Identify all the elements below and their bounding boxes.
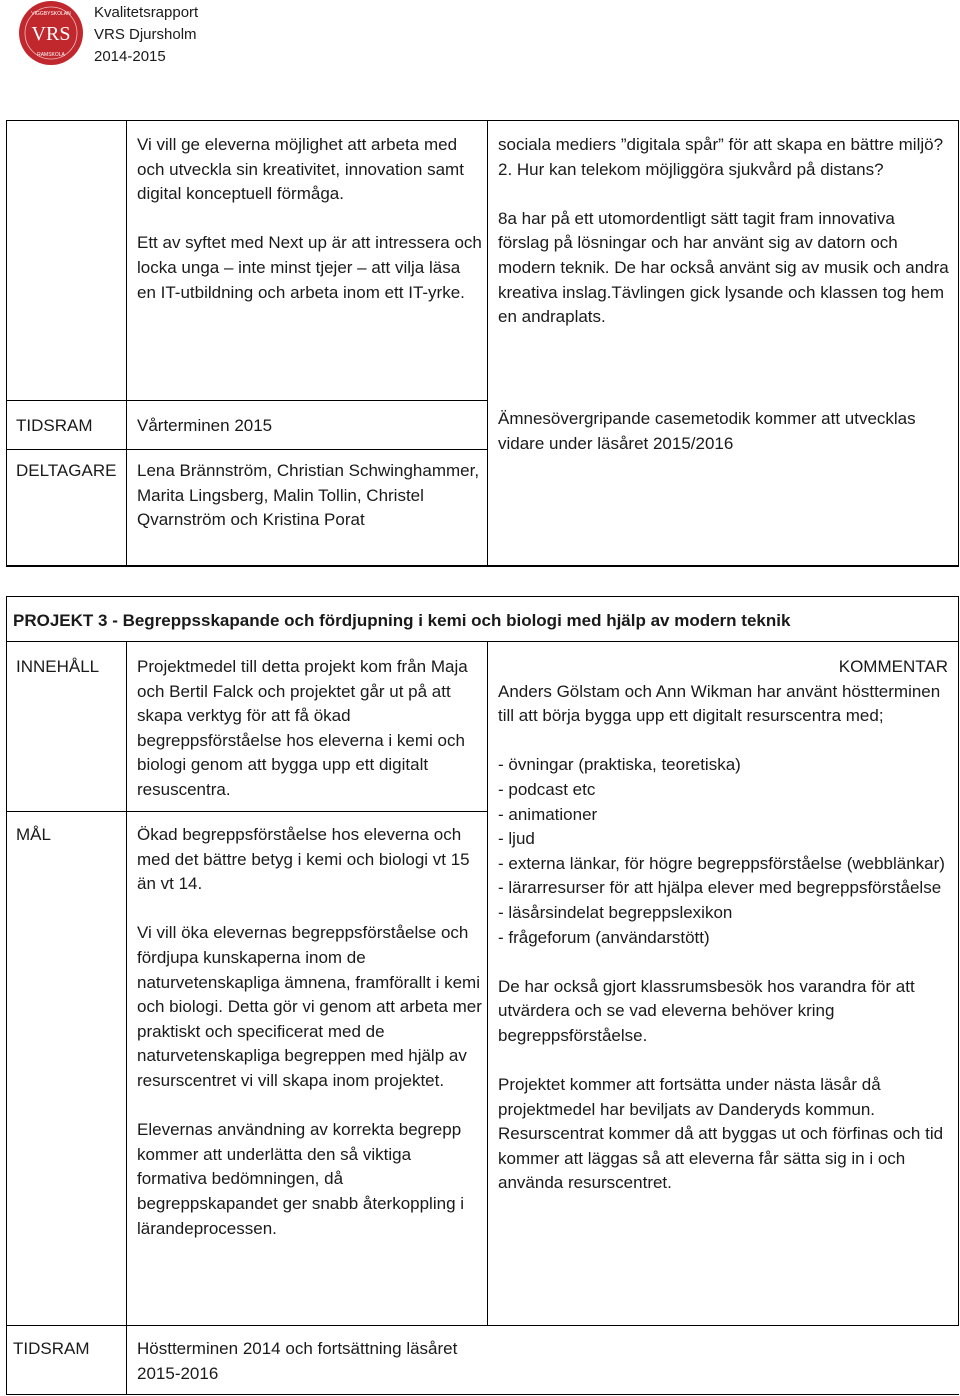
list-item: - externa länkar, för högre begreppsförståelse (webblänkar) <box>498 853 945 873</box>
mal-paragraph-3: Elevernas användning av korrekta begrepp kommer att underlätta den så viktiga formativa bedömningen, då begreppskapandet ger snabb återkoppling i lärandeprocessen. <box>137 1120 465 1238</box>
logo-mark: VRS <box>31 23 71 45</box>
table-2-col-divider-1 <box>126 641 127 1395</box>
future-text: Ämnesövergripande casemetodik kommer att utvecklas vidare under läsåret 2015/2016 <box>498 409 916 453</box>
table-2-row-divider <box>6 811 488 812</box>
school-logo <box>18 0 84 66</box>
kommentar-cell <box>498 655 948 1196</box>
list-item: - läsårsindelat begreppslexikon <box>498 902 733 922</box>
table-1-col-divider-2 <box>487 120 488 566</box>
table-2-right-border <box>958 596 959 1326</box>
logo-bottom-text: RAMSKOLA <box>37 52 65 58</box>
table-2-title-divider <box>6 641 959 642</box>
table-2-tidsram-divider <box>6 1325 959 1326</box>
header-text <box>94 2 198 68</box>
mal-paragraph-2: Vi vill öka elevernas begreppsförståelse och fördjupa kunskaperna inom de naturvetenskapliga ämnena, framförallt i kemi och biologi. Detta gör vi genom att arbeta mer praktiskt och specificerat med de naturvetenskapliga begreppen med hjälp av resurscentret vi vill skapa inom projektet. <box>137 923 482 1090</box>
table-1-row-divider-2 <box>6 449 488 450</box>
kommentar-paragraph-3: Projektet kommer att fortsätta under nästa läsår då projektmedel har beviljats av Danderyds kommun. Resurscentrat kommer då att byggas ut och förfinas och tid kommer att läggas så att eleverna får sätta sig in i och använda resurscentret. <box>498 1075 944 1193</box>
table-2-left-border <box>6 596 7 1395</box>
list-item: - frågeforum (användarstött) <box>498 927 710 947</box>
mal-paragraph-1: Ökad begreppsförståelse hos eleverna och med det bättre betyg i kemi och biologi vt 15 än vt 14. <box>137 825 470 894</box>
table-1-row-divider-1 <box>6 400 488 401</box>
table-1-bottom-border <box>6 565 959 567</box>
list-item: - övningar (praktiska, teoretiska) <box>498 755 741 775</box>
table-1-left-border <box>6 120 7 566</box>
logo-top-text: VIGGBYSKOLAN <box>31 11 71 17</box>
tidsram-2-value: Höstterminen 2014 och fortsättning läsåret 2015-2016 <box>137 1339 458 1383</box>
innehall-label: INNEHÅLL <box>16 657 100 676</box>
table-1-right-border <box>958 120 959 566</box>
kommentar-paragraph-2: De har också gjort klassrumsbesök hos varandra för att utvärdera och se vad eleverna behöver kring begreppsförståelse. <box>498 976 915 1045</box>
list-item: - lärarresurser för att hjälpa elever med begreppsförståelse <box>498 878 942 898</box>
tidsram-value: Vårterminen 2015 <box>137 416 273 435</box>
kommentar-intro: Anders Gölstam och Ann Wikman har använt höstterminen till att börja bygga upp ett digitalt resurscentra med; <box>498 681 941 726</box>
deltagare-value: Lena Brännström, Christian Schwinghammer, Marita Lingsberg, Malin Tollin, Christel Qvarnström och Kristina Porat <box>137 461 480 530</box>
purpose-text <box>137 133 482 305</box>
kommentar-label: KOMMENTAR <box>838 657 948 676</box>
header-line-1: Kvalitetsrapport <box>94 4 199 21</box>
kommentar-list <box>498 753 948 950</box>
list-item: - ljud <box>498 829 535 849</box>
table-2-top-border <box>6 596 959 597</box>
purpose-paragraph-1: Vi vill ge eleverna möjlighet att arbeta med och utveckla sin kreativitet, innovation samt digital konceptuell förmåga. <box>137 135 464 204</box>
table-1-col-divider-1 <box>126 120 127 566</box>
table-2-bottom-border <box>6 1394 959 1395</box>
result-text <box>498 133 950 330</box>
page-header <box>18 0 318 70</box>
header-line-3: 2014-2015 <box>94 48 166 65</box>
result-paragraph-1: sociala mediers ”digitala spår” för att skapa en bättre miljö? 2. Hur kan telekom möjliggöra sjukvård på distans? <box>498 135 944 179</box>
tidsram-label: TIDSRAM <box>16 416 93 435</box>
mal-value <box>137 823 482 1241</box>
project-title: PROJEKT 3 - Begreppsskapande och fördjupning i kemi och biologi med hjälp av modern teknik <box>13 611 791 630</box>
tidsram-2-label: TIDSRAM <box>13 1339 90 1358</box>
mal-label: MÅL <box>16 825 51 844</box>
table-2-col-divider-2 <box>487 641 488 1326</box>
list-item: - podcast etc <box>498 779 596 799</box>
table-1-top-border <box>6 120 959 121</box>
purpose-paragraph-2: Ett av syftet med Next up är att intressera och locka unga – inte minst tjejer – att vilja läsa en IT-utbildning och arbeta inom ett IT-yrke. <box>137 233 482 302</box>
deltagare-label: DELTAGARE <box>16 461 117 480</box>
header-line-2: VRS Djursholm <box>94 26 197 43</box>
innehall-value: Projektmedel till detta projekt kom från Maja och Bertil Falck och projektet går ut på att skapa verktyg för att få ökad begreppsförståelse hos eleverna i kemi och biologi genom att bygga upp ett digitalt resuscentra. <box>137 657 468 799</box>
result-paragraph-2: 8a har på ett utomordentligt sätt tagit fram innovativa förslag på lösningar och har använt sig av datorn och modern teknik. De har också använt sig av musik och andra kreativa inslag.Tävlingen gick lysande och klassen tog hem en andraplats. <box>498 208 949 327</box>
list-item: - animationer <box>498 804 598 824</box>
